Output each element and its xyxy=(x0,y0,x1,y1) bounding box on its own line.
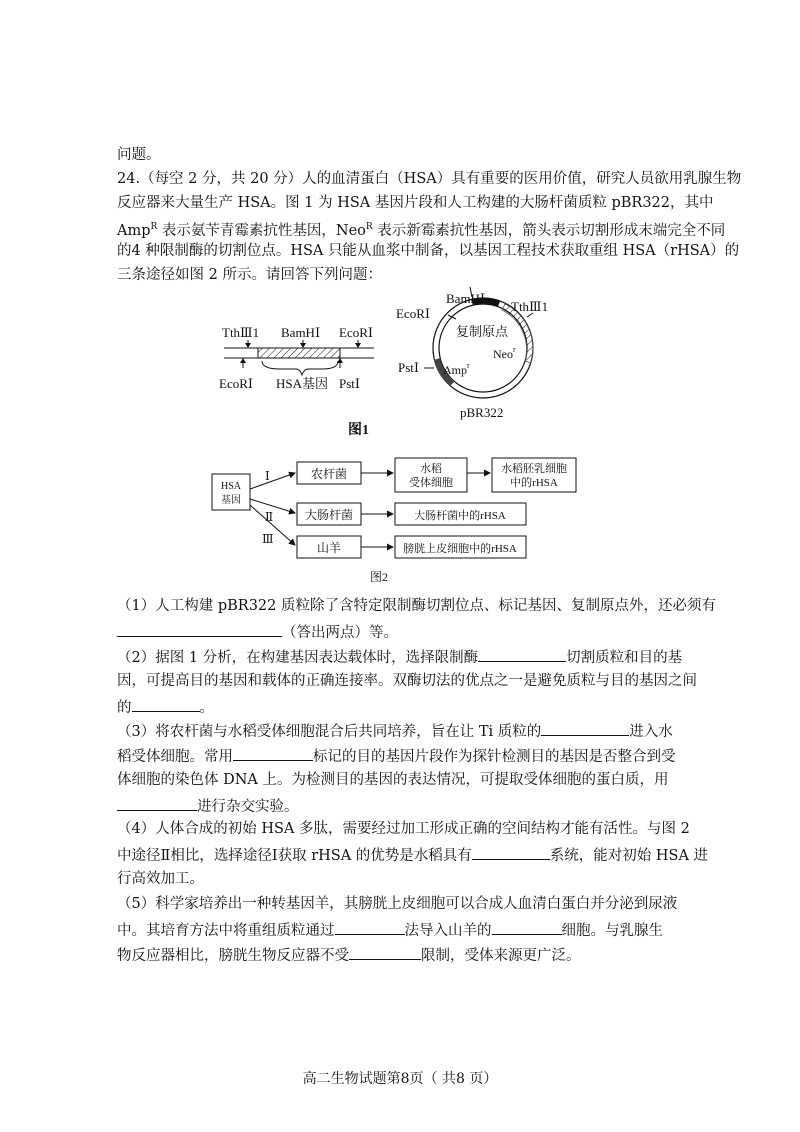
q4-line-3: 行高效加工。 xyxy=(117,871,204,887)
previous-question-tail: 问题。 xyxy=(117,147,161,163)
plasmid-pbr322 xyxy=(396,287,548,420)
q4-line-2 xyxy=(117,844,708,866)
plasmid-ecor-label: EcoRⅠ xyxy=(396,306,431,321)
q4-blank-1[interactable] xyxy=(472,844,550,860)
plasmid-tth-label: TthⅢ1 xyxy=(511,299,549,314)
q4-text-c: 系统，能对初始 HSA 进 xyxy=(549,848,709,864)
figure-1 xyxy=(0,285,800,445)
q2-line-1 xyxy=(117,646,682,668)
hsa-gene-box-line-1: HSA xyxy=(220,481,242,492)
q3-line-1 xyxy=(117,720,673,742)
neo-label-text: Neo xyxy=(493,347,513,361)
bladder-rhsa-label: 膀胱上皮细胞中的rHSA xyxy=(403,543,517,555)
goat-label: 山羊 xyxy=(316,541,342,555)
q3-text-c: 稻受体细胞。常用 xyxy=(117,749,233,765)
q2-blank-2[interactable] xyxy=(132,696,200,712)
rice-endosperm-label-2: 中的rHSA xyxy=(510,477,558,489)
amp-superscript: R xyxy=(150,222,158,232)
q3-blank-3[interactable] xyxy=(117,795,197,811)
ecoli-label: 大肠杆菌 xyxy=(304,508,354,522)
q5-text-f: 限制，受体来源更广泛。 xyxy=(421,948,581,964)
figure-2 xyxy=(0,455,800,590)
q5-line-2 xyxy=(117,919,663,941)
q2-blank-1[interactable] xyxy=(478,646,566,662)
route-2-label: Ⅱ xyxy=(265,510,274,524)
ecor-label-bottom: EcoRⅠ xyxy=(219,376,254,391)
q5-text-c: 法导入山羊的 xyxy=(404,923,492,939)
amp-label xyxy=(443,361,470,377)
rice-label: 水稻 xyxy=(420,463,442,475)
pst-label-bottom: PstⅠ xyxy=(339,376,361,391)
neo-label-sup: r xyxy=(513,345,516,354)
q4-text-b: 中途径Ⅱ相比，选择途径Ⅰ获取 rHSA 的优势是水稻具有 xyxy=(117,848,472,864)
q5-text-e: 物反应器相比，膀胱生物反应器不受 xyxy=(117,948,349,964)
q2-text-d: 的 xyxy=(117,700,132,716)
q1-answer-blank[interactable] xyxy=(117,621,282,637)
q4-line-1: （4）人体合成的初始 HSA 多肽，需要经过加工形成正确的空间结构才能有活性。与图 2 xyxy=(117,821,690,837)
q5-text-d: 细胞。与乳腺生 xyxy=(561,923,663,939)
q1-line-2 xyxy=(117,621,398,643)
stem-line-3-tail: 表示新霉素抗性基因，箭头表示切割形成末端完全不同 xyxy=(372,222,726,239)
q2-text-a: （2）据图 1 分析，在构建基因表达载体时，选择限制酶 xyxy=(117,650,479,666)
plasmid-pst-label: PstⅠ xyxy=(398,360,420,375)
neo-superscript: R xyxy=(365,222,373,232)
q5-blank-1[interactable] xyxy=(335,919,405,935)
q5-blank-2[interactable] xyxy=(492,919,562,935)
q2-text-b: 切割质粒和目的基 xyxy=(566,650,683,666)
figure-1-caption: 图1 xyxy=(348,423,369,438)
hsa-gene-block xyxy=(258,348,340,358)
question-stem-line-1: 24.（每空 2 分，共 20 分）人的血清蛋白（HSA）具有重要的医用价值，研究人员欲用乳腺生物 xyxy=(117,171,742,187)
bamh-label-top: BamHⅠ xyxy=(281,325,321,340)
rice-endosperm-label-1: 水稻胚乳细胞 xyxy=(501,463,567,475)
ecoli-rhsa-label: 大肠杆菌中的rHSA xyxy=(414,510,506,522)
q3-blank-1[interactable] xyxy=(541,720,629,736)
q3-line-2 xyxy=(117,745,676,767)
recipient-cell-label: 受体细胞 xyxy=(409,477,453,489)
neo-text: 表示氨苄青霉素抗性基因，Neo xyxy=(157,222,366,239)
q3-line-4 xyxy=(117,795,299,817)
question-stem-line-5: 三条途径如图 2 所示。请回答下列问题： xyxy=(117,267,382,283)
plasmid-bamh-label: BamHⅠ xyxy=(446,291,486,306)
neo-label xyxy=(493,345,516,361)
amp-label-sup: r xyxy=(467,361,470,370)
hsa-gene-label: HSA基因 xyxy=(276,376,329,391)
q5-line-1: （5）科学家培养出一种转基因羊，其膀胱上皮细胞可以合成人血清白蛋白并分泌到尿液 xyxy=(117,896,678,912)
q5-blank-3[interactable] xyxy=(349,944,421,960)
hsa-gene-fragment xyxy=(219,325,374,391)
q3-text-f: 进行杂交实验。 xyxy=(197,799,299,815)
amp-label-text: Amp xyxy=(443,363,467,377)
question-stem-line-2: 反应器来大量生产 HSA。图 1 为 HSA 基因片段和人工构建的大肠杆菌质粒 pBR322，其中 xyxy=(117,195,714,211)
amp-text: Amp xyxy=(117,222,151,239)
ori-label: 复制原点 xyxy=(456,324,509,339)
route-3-label: Ⅲ xyxy=(262,532,274,546)
q3-blank-2[interactable] xyxy=(233,745,313,761)
q3-line-3: 体细胞的染色体 DNA 上。为检测目的基因的表达情况，可提取受体细胞的蛋白质，用 xyxy=(117,772,669,788)
question-stem-line-3 xyxy=(117,217,725,241)
q3-text-d: 标记的目的基因片段作为探针检测目的基因是否整合到受 xyxy=(313,749,676,765)
q3-text-b: 进入水 xyxy=(629,724,673,740)
agrobacterium-label: 农杆菌 xyxy=(310,467,348,481)
tth-label-top: TthⅢ1 xyxy=(222,325,260,340)
q5-line-3 xyxy=(117,944,581,966)
q3-text-a: （3）将农杆菌与水稻受体细胞混合后共同培养，旨在让 Ti 质粒的 xyxy=(117,724,542,740)
q1-line-1: （1）人工构建 pBR322 质粒除了含特定限制酶切割位点、标记基因、复制原点外，还必须有 xyxy=(117,598,716,614)
q2-text-e: 。 xyxy=(199,700,214,716)
route-1-label: Ⅰ xyxy=(265,469,270,483)
plasmid-name: pBR322 xyxy=(460,405,504,420)
q5-text-b: 中。其培育方法中将重组质粒通过 xyxy=(117,923,335,939)
q2-line-2: 因，可提高目的基因和载体的正确连接率。双酶切法的优点之一是避免质粒与目的基因之间 xyxy=(117,673,697,689)
figure-2-caption: 图2 xyxy=(370,570,389,584)
question-stem-line-4: 的4 种限制酶的切割位点。HSA 只能从血浆中制备，以基因工程技术获取重组 HSA（rHSA）的 xyxy=(117,243,740,259)
ecor-label-top: EcoRⅠ xyxy=(339,325,374,340)
page-footer: 高二生物试题第8页（ 共8 页） xyxy=(302,1071,498,1087)
hsa-gene-box-line-2: 基因 xyxy=(221,495,241,506)
q1-tail: （答出两点）等。 xyxy=(282,625,398,641)
q2-line-3 xyxy=(117,696,214,718)
